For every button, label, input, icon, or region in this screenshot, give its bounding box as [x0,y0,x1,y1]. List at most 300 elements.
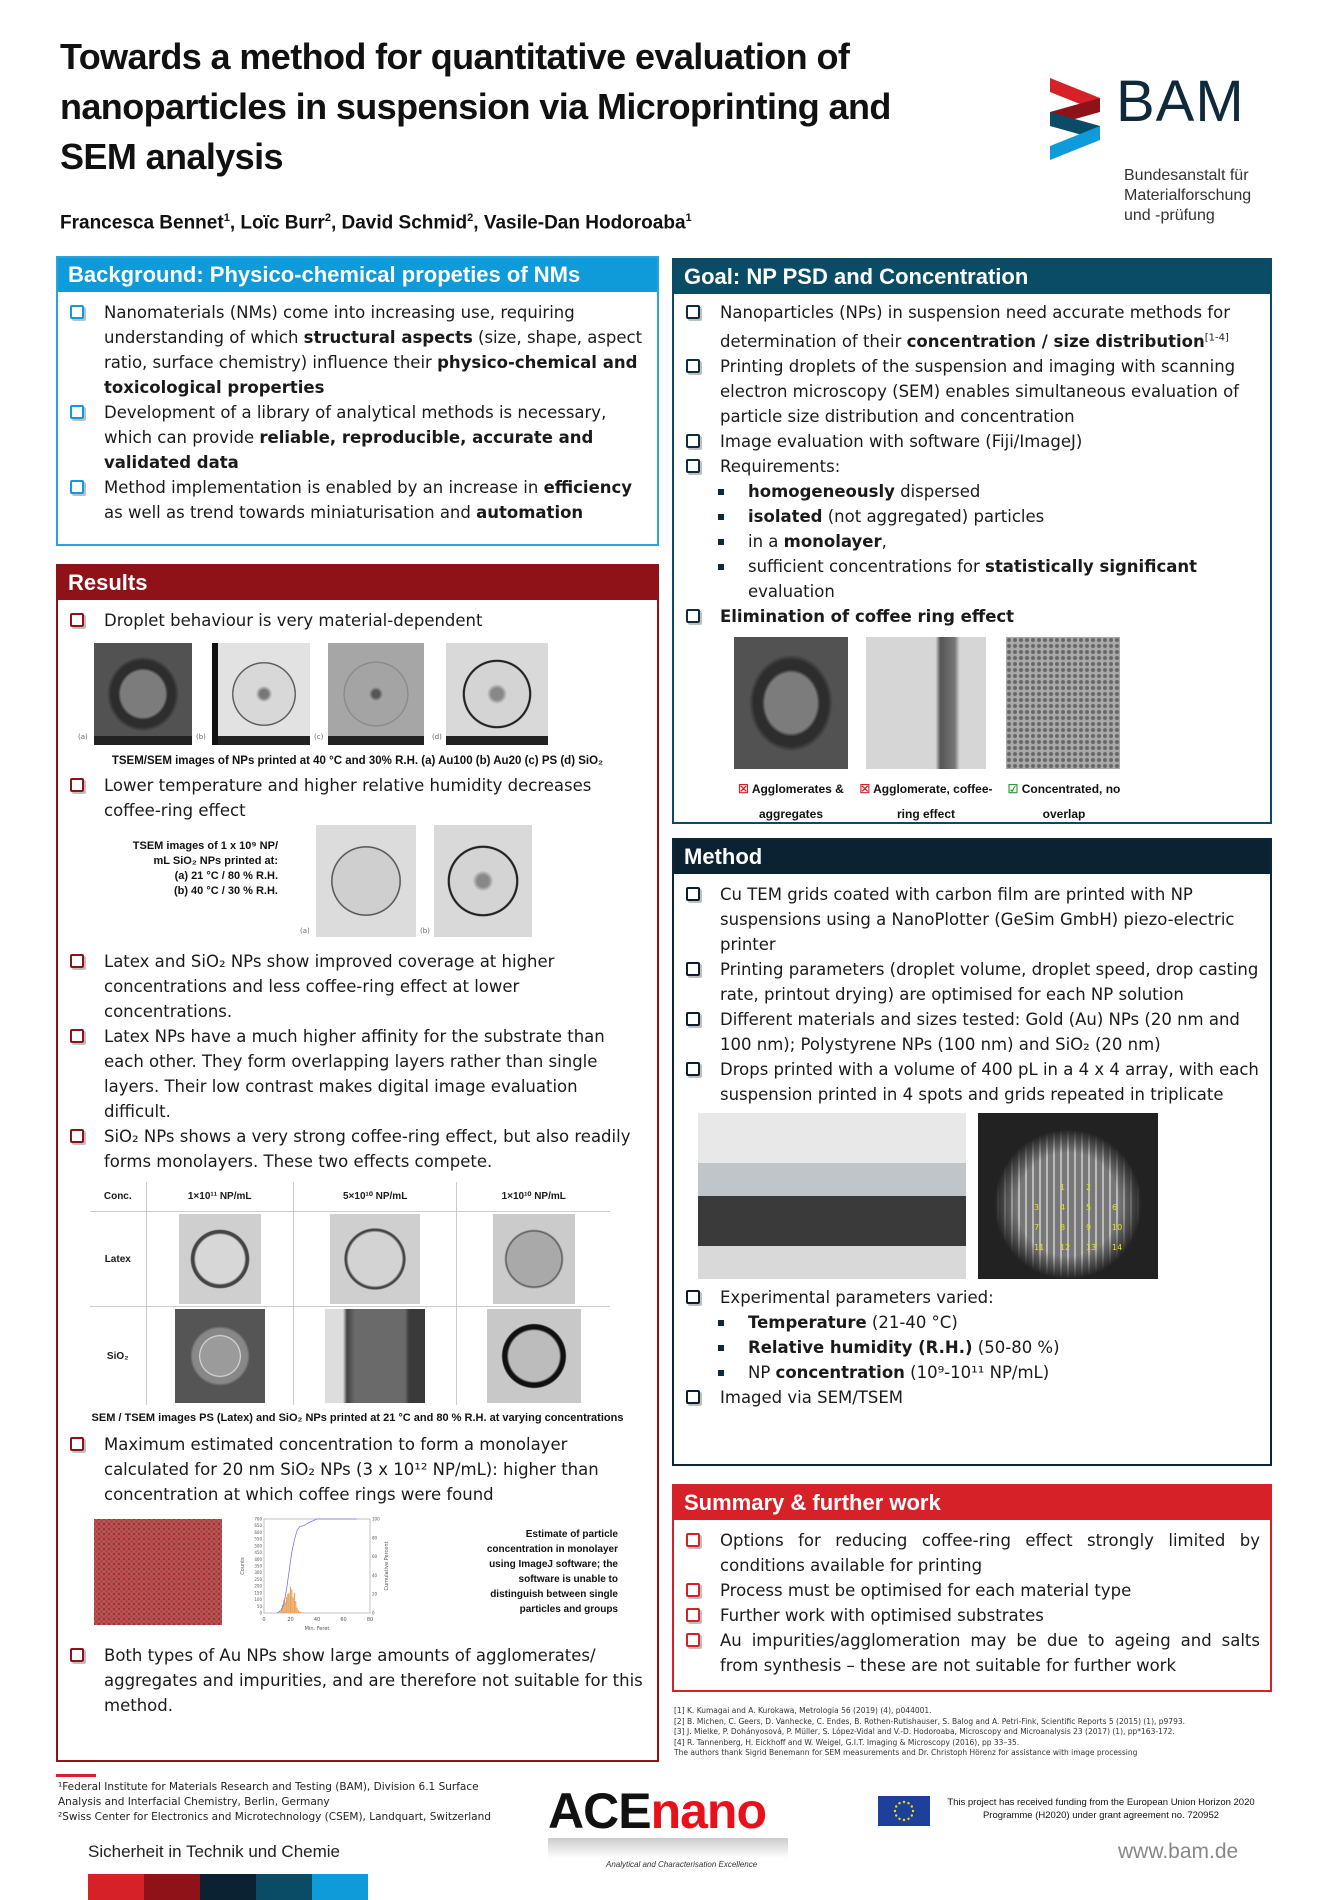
eu-star [911,1805,913,1807]
reference-line: The authors thank Sigrid Benemann for SEM measurements and Dr. Christoph Hörenz for assistance with image processing [674,1748,1138,1757]
requirement-item [716,479,1260,504]
parameter-item [716,1335,1260,1360]
bold-text: isolated [748,506,823,526]
text-run: (50-80 %) [972,1338,1060,1357]
square-bullet-icon [718,539,724,545]
bold-text: concentration / size distribution [906,331,1205,351]
item-text: Options for reducing coffee-ring effect strongly limited by conditions available for printing [720,1531,1260,1575]
grid-spot-label: 5 [1086,1203,1092,1212]
text-run: Requirements: [720,456,841,476]
histogram-bar [294,1593,295,1613]
results-list-item [68,1643,647,1718]
item-text: Latex and SiO₂ NPs show improved coverage at higher concentrations and less coffee-ring effect at lower concentrations. [104,952,555,1021]
eu-star [907,1802,909,1804]
goal-list-item [684,604,1260,629]
checkbox-bullet-icon [686,1012,700,1026]
grid-spot-label: 6 [1112,1203,1118,1212]
text-run: Nanomaterials (NMs) come into increasing use, requiring understanding of which [104,303,575,347]
histogram-bar [303,1612,304,1613]
results-item-text: Maximum estimated concentration to form a monolayer calculated for 20 nm SiO₂ NPs (3 x 10¹² NP/mL): higher than concentration at which coffee rings were found [104,1435,599,1504]
sem-image-au20 [212,643,310,745]
check-box-icon: ☑ [1007,781,1022,796]
footer-divider [56,1774,96,1777]
x-axis-label: Min. Feret [304,1626,330,1632]
separator: , [473,212,484,234]
bold-text: concentration [775,1363,905,1382]
humidity-figure [68,825,647,941]
citation-marker: [1-4] [1204,332,1229,343]
histogram-bar [300,1612,301,1613]
example-label: Concentrated, no overlap [1021,781,1121,821]
eu-star [898,1802,900,1804]
panel-label: (c) [314,733,324,741]
bold-text: efficiency [543,478,633,497]
monolayer-figure [68,1513,647,1637]
acenano-name-black: ACE [548,1783,651,1839]
checkbox-bullet-icon [70,613,84,627]
example-caption [994,777,1134,827]
method-heading: Method [674,840,1270,874]
reference-line: [3] J. Mielke, P. Dohányosová, P. Müller, S. López-Vidal and V.-D. Hodoroaba, Microscopy and Microanalysis 23 (2017) (1), pp*163-172. [674,1727,1175,1736]
results-list-item [68,1124,647,1174]
y-tick-label: 450 [254,1550,262,1556]
square-bullet-icon [718,489,724,495]
background-list-item [68,400,647,475]
results-list-item [68,608,647,633]
example-caption [720,777,862,827]
bam-logo [1050,69,1280,242]
text-run: (not aggregated) particles [822,506,1045,526]
requirement-item [716,504,1260,529]
separator: , [229,212,241,234]
bam-wordmark: BAM [1116,69,1245,134]
checkbox-bullet-icon [686,305,700,319]
table-header-cell: 1×10¹¹ NP/mL [146,1182,293,1212]
nanoplotter-photo [698,1113,966,1279]
text-run: dispersed [894,481,981,501]
results-list-item [68,773,647,823]
cross-box-icon: ☒ [738,781,752,796]
text-run: sufficient concentrations for [748,556,986,576]
y-tick-label: 100 [254,1597,262,1603]
square-bullet-icon [718,564,724,570]
results-list-item [68,1024,647,1124]
eu-flag-icon [878,1796,930,1826]
checkbox-bullet-icon [686,1583,700,1597]
goal-list-item [684,454,1260,479]
references [674,1706,1314,1759]
parameter-item [716,1360,1260,1385]
bam-subtitle-line: und -prüfung [1124,207,1215,224]
acenano-name-red: nano [650,1783,767,1839]
caption-line: software is unable to [518,1574,618,1585]
humidity-figure-caption [98,839,278,899]
y-tick-label: 700 [254,1516,262,1522]
y2-tick-label: 80 [372,1535,378,1541]
grid-spot-label: 13 [1086,1243,1097,1252]
grid-spot-label: 7 [1034,1223,1040,1232]
bold-text: statistically significant [985,556,1197,576]
item-text [720,457,840,476]
item-text [720,357,1239,426]
eu-star [903,1801,905,1803]
square-bullet-icon [718,1345,724,1351]
method-panel [672,838,1272,1466]
results-list [68,949,647,1174]
grid-spot-label: 11 [1034,1243,1045,1252]
author-name: Francesca Bennet [60,212,224,234]
item-text: Drops printed with a volume of 400 pL in a 4 x 4 array, with each suspension printed in 4 spots and grids repeated in triplicate [720,1060,1259,1104]
item-text: Process must be optimised for each material type [720,1581,1132,1600]
bold-text: homogeneously [748,481,895,501]
method-list-item [684,1385,1260,1410]
checkbox-bullet-icon [70,480,84,494]
sem-image-ps [328,643,424,745]
example-image-coffee-ring [866,637,986,769]
requirements-list [716,479,1260,604]
method-list-item [684,882,1260,957]
eu-star [912,1810,914,1812]
square-bullet-icon [718,1370,724,1376]
method-list-item [684,957,1260,1007]
checkbox-bullet-icon [686,434,700,448]
histogram-bar [298,1610,299,1613]
acenano-logo [548,1784,818,1884]
y-tick-label: 300 [254,1570,262,1576]
author-name: David Schmid [341,212,468,234]
y-tick-label: 500 [254,1543,262,1549]
checkbox-bullet-icon [686,1390,700,1404]
y-tick-label: 550 [254,1536,262,1542]
text-run: Method implementation is enabled by an increase in [104,478,544,497]
caption-line: mL SiO₂ NPs printed at: [153,855,278,867]
caption-line: concentration in monolayer [486,1544,618,1555]
bam-subtitle-line: Bundesanstalt für [1124,167,1249,184]
item-text [104,403,606,472]
affiliation-line: ¹Federal Institute for Materials Research and Testing (BAM), Division 6.1 Surface Analysis and Interfacial Chemistry, Berlin, Germany [58,1781,479,1808]
item-text [748,482,980,501]
x-tick-label: 40 [313,1617,321,1623]
grid-spot-label: 1 [1060,1183,1066,1192]
sio2-image-1e10 [487,1309,581,1403]
text-run: Development of a library of analytical methods is necessary, which can provide [104,403,607,447]
histogram-bar [279,1612,280,1613]
goal-example-images [684,637,1260,827]
separator: , [330,212,342,234]
y-tick-label: 50 [256,1603,262,1609]
checkbox-bullet-icon [70,954,84,968]
histogram-chart [238,1513,398,1637]
y2-tick-label: 40 [372,1572,378,1578]
color-swatch [144,1874,200,1900]
eu-star [898,1818,900,1820]
plot-frame [264,1519,370,1613]
summary-list-item [684,1603,1260,1628]
color-swatch [256,1874,312,1900]
item-text [720,432,1082,451]
item-text: Au impurities/agglomeration may be due to ageing and salts from synthesis – these are not suitable for further work [720,1631,1260,1675]
bold-text: reliable, reproducible, accurate and validated data [104,428,594,472]
y2-axis-label: Cumulative Percent [384,1541,390,1591]
goal-final-item: Elimination of coffee ring effect [720,606,1015,626]
caption-line: Estimate of particle [525,1529,618,1540]
author-list [60,212,692,234]
table-row-label: Latex [90,1212,146,1307]
tsem-image-21c-80rh [316,825,416,937]
checkbox-bullet-icon [70,1437,84,1451]
eu-star [903,1819,905,1821]
bam-chevron-icon [1050,78,1100,160]
tem-grid-image [978,1113,1158,1279]
caption-line: TSEM images of 1 x 10⁹ NP/ [132,840,278,852]
eu-star [894,1810,896,1812]
grid-spot-label: 8 [1060,1223,1066,1232]
item-text [104,303,642,397]
author-affiliation-marker: 1 [223,212,230,224]
table-header-cell: Conc. [90,1182,146,1212]
author-affiliation-marker: 2 [467,212,474,224]
website-link[interactable]: www.bam.de [1118,1840,1239,1863]
summary-heading: Summary & further work [674,1486,1270,1520]
author-affiliation-marker: 2 [324,212,331,224]
results-list-item [68,1432,647,1507]
method-list-item [684,1057,1260,1107]
brand-color-strip [88,1874,368,1900]
text-run: (size, shape, aspect ratio, surface chemistry) influence their [104,328,643,372]
checkbox-bullet-icon [70,1029,84,1043]
bam-subtitle [1124,166,1251,226]
latex-image-1e10 [493,1214,575,1304]
goal-list-item [684,354,1260,429]
latex-image-1e11 [179,1214,261,1304]
grid-spot-label: 14 [1112,1243,1123,1252]
histogram-bar [290,1587,291,1613]
checkbox-bullet-icon [686,962,700,976]
summary-list-item [684,1528,1260,1578]
grid-spot-label: 2 [1086,1183,1092,1192]
background-list-item [68,475,647,525]
text-run: (21-40 °C) [866,1313,958,1332]
background-panel [56,256,659,546]
text-run: evaluation [748,581,835,601]
background-list [68,300,647,525]
background-heading: Background: Physico-chemical propeties of NMs [58,258,657,292]
parameter-item [716,1310,1260,1335]
y2-tick-label: 60 [372,1554,378,1560]
example-image-concentrated [1006,637,1120,769]
item-text [748,1363,1049,1382]
checkbox-bullet-icon [686,359,700,373]
histogram-bar [289,1593,290,1613]
panel-label: (d) [432,733,442,741]
author-affiliation-marker: 1 [685,212,692,224]
summary-list-item [684,1628,1260,1678]
reference-line: [2] B. Michen, C. Geers, D. Vanhecke, C. Endes, B. Rothen-Rutishauser, S. Balog and A. Petri-Fink, Scientific Reports 5 (2015) (1), p9793. [674,1716,1186,1726]
requirement-item [716,554,1260,604]
checkbox-bullet-icon [686,1533,700,1547]
y2-tick-label: 0 [372,1610,375,1616]
summary-list [684,1528,1260,1678]
y-tick-label: 400 [254,1556,262,1562]
text-run: as well as trend towards miniaturisation and [104,503,477,522]
panel-label: (b) [420,927,430,935]
x-tick-label: 0 [262,1617,266,1623]
item-text [748,1313,958,1332]
text-run: in a [748,531,784,551]
item-text [748,557,1197,601]
bold-text: structural aspects [303,328,473,347]
bold-text: Relative humidity (R.H.) [748,1338,973,1357]
caption-line: particles and groups [519,1604,618,1615]
x-tick-label: 60 [340,1617,347,1623]
item-text [104,478,632,522]
method-list-item [684,1285,1260,1310]
y-tick-label: 250 [254,1576,262,1582]
summary-panel [672,1484,1272,1692]
table-row-label: SiO₂ [90,1307,146,1406]
x-tick-label: 20 [287,1617,294,1623]
item-text: Printing parameters (droplet volume, droplet speed, drop casting rate, printout drying) are optimised for each NP solution [720,960,1259,1004]
latex-image-5e10 [330,1214,420,1304]
background-list-item [68,300,647,400]
histogram-bar [292,1598,293,1613]
grid-spot-label: 9 [1086,1223,1092,1232]
histogram-bar [285,1602,286,1613]
y-tick-label: 150 [254,1590,262,1596]
item-text [748,1338,1060,1357]
item-text [720,303,1230,351]
results-item-text: Droplet behaviour is very material-dependent [104,611,483,630]
grid-spot-label: 12 [1060,1243,1071,1252]
grid-spot-label: 3 [1034,1203,1040,1212]
text-run: , [881,531,887,551]
item-text [748,507,1044,526]
histogram-bar [287,1594,288,1613]
color-swatch [88,1874,144,1900]
histogram-bar [299,1612,300,1613]
method-list-item [684,1007,1260,1057]
reference-line: [4] R. Tannenberg, H. Eickhoff and W. Weigel, G.I.T. Imaging & Microscopy (2016), pp 33–35. [674,1737,1020,1747]
table-caption: SEM / TSEM images PS (Latex) and SiO₂ NPs printed at 21 °C and 80 % R.H. at varying concentrations [91,1412,624,1424]
goal-heading: Goal: NP PSD and Concentration [674,260,1270,294]
bam-subtitle-line: Materialforschung [1124,187,1252,204]
checkbox-bullet-icon [686,1062,700,1076]
text-run: Nanoparticles (NPs) in suspension need accurate methods for determination of their [720,303,1230,351]
color-swatch [200,1874,256,1900]
checkbox-bullet-icon [70,778,84,792]
table-header-cell: 5×10¹⁰ NP/mL [293,1182,457,1212]
bold-text: automation [476,503,584,522]
acenano-tagline: Analytical and Characterisation Excellence [606,1860,758,1869]
panel-label: (a) [300,927,310,935]
checkbox-bullet-icon [70,1129,84,1143]
checkbox-bullet-icon [686,887,700,901]
caption-line: (b) 40 °C / 30 % R.H. [173,885,278,897]
caption-line: using ImageJ software; the [489,1559,618,1570]
histogram-bar [291,1590,292,1614]
affiliation-line: ²Swiss Center for Electronics and Microtechnology (CSEM), Landquart, Switzerland [58,1811,491,1823]
y-tick-label: 350 [254,1563,262,1569]
item-text: Further work with optimised substrates [720,1606,1044,1625]
square-bullet-icon [718,1320,724,1326]
eu-star [907,1818,909,1820]
histogram-bar [296,1608,297,1613]
item-text: Cu TEM grids coated with carbon film are printed with NP suspensions using a NanoPlotter (GeSim GmbH) piezo-electric printer [720,885,1235,954]
y-tick-label: 0 [259,1610,262,1616]
panel-label: (b) [196,733,206,741]
example-image-agglomerates [734,637,848,769]
acenano-reflection [548,1838,788,1858]
requirement-item [716,529,1260,554]
goal-list [684,300,1260,479]
y-tick-label: 600 [254,1529,262,1535]
checkbox-bullet-icon [70,405,84,419]
grid-spot-label: 4 [1060,1203,1066,1212]
sem-image-sio2 [446,643,548,745]
author-name: Vasile-Dan Hodoroaba [483,212,686,234]
example-label: Agglomerates & aggregates [751,781,844,821]
results-item-text: Both types of Au NPs show large amounts of agglomerates/ aggregates and impurities, and are therefore not suitable for this method. [104,1646,643,1715]
checkbox-bullet-icon [70,305,84,319]
reference-line: [1] K. Kumagai and A. Kurokawa, Metrologia 56 (2019) (4), p044001. [674,1706,932,1715]
histogram-bar [295,1601,296,1613]
y2-tick-label: 100 [372,1516,380,1522]
method-item-text: Experimental parameters varied: [720,1288,994,1307]
text-run: Printing droplets of the suspension and imaging with scanning electron microscopy (SEM) enables simultaneous evaluation of particle size distribution and concentration [720,356,1239,426]
text-run: NP [748,1363,776,1382]
x-tick-label: 80 [366,1617,374,1623]
grid-spot-label: 10 [1112,1223,1123,1232]
item-text [748,532,887,551]
y-axis-label: Counts [240,1557,246,1575]
sem-image-au100 [94,643,192,745]
y-tick-label: 650 [254,1523,262,1529]
concentration-image-table [90,1182,610,1405]
bold-text: Temperature [748,1313,867,1332]
goal-list-item [684,300,1260,354]
example-caption [856,777,996,827]
cross-box-icon: ☒ [859,781,874,796]
example-label: Agglomerate, coffee-ring effect [873,781,993,821]
checkbox-bullet-icon [686,609,700,623]
table-header-cell: 1×10¹⁰ NP/mL [457,1182,610,1212]
eu-star [911,1814,913,1816]
tsem-image-40c-30rh [434,825,532,937]
bold-text: monolayer [783,531,882,551]
bam-slogan: Sicherheit in Technik und Chemie [88,1842,340,1861]
panel-label: (a) [78,733,88,741]
method-list [684,882,1260,1107]
text-run: (10⁹-10¹¹ NP/mL) [904,1363,1050,1382]
caption-line: distinguish between single [490,1589,618,1600]
checkbox-bullet-icon [686,459,700,473]
sio2-image-5e10 [325,1309,425,1403]
sio2-image-1e11 [175,1309,265,1403]
particle-overlay-image [94,1519,222,1625]
item-text: Latex NPs have a much higher affinity for the substrate than each other. They form overlapping layers rather than single layers. Their low contrast makes digital image evaluation difficult. [104,1027,605,1121]
checkbox-bullet-icon [686,1608,700,1622]
figure-caption: TSEM/SEM images of NPs printed at 40 °C and 30% R.H. (a) Au100 (b) Au20 (c) PS (d) SiO₂ [111,755,604,767]
summary-list-item [684,1578,1260,1603]
poster-title: Towards a method for quantitative evaluation of nanoparticles in suspension via Microprinting and SEM analysis [60,36,891,177]
y2-tick-label: 20 [372,1591,378,1597]
affiliations [58,1780,508,1825]
grid-top-label: 1 [1064,1122,1071,1133]
author-name: Loïc Burr [240,212,325,234]
results-item-text: Lower temperature and higher relative humidity decreases coffee-ring effect [104,776,592,820]
results-list-item [68,949,647,1024]
goal-list-item [684,429,1260,454]
